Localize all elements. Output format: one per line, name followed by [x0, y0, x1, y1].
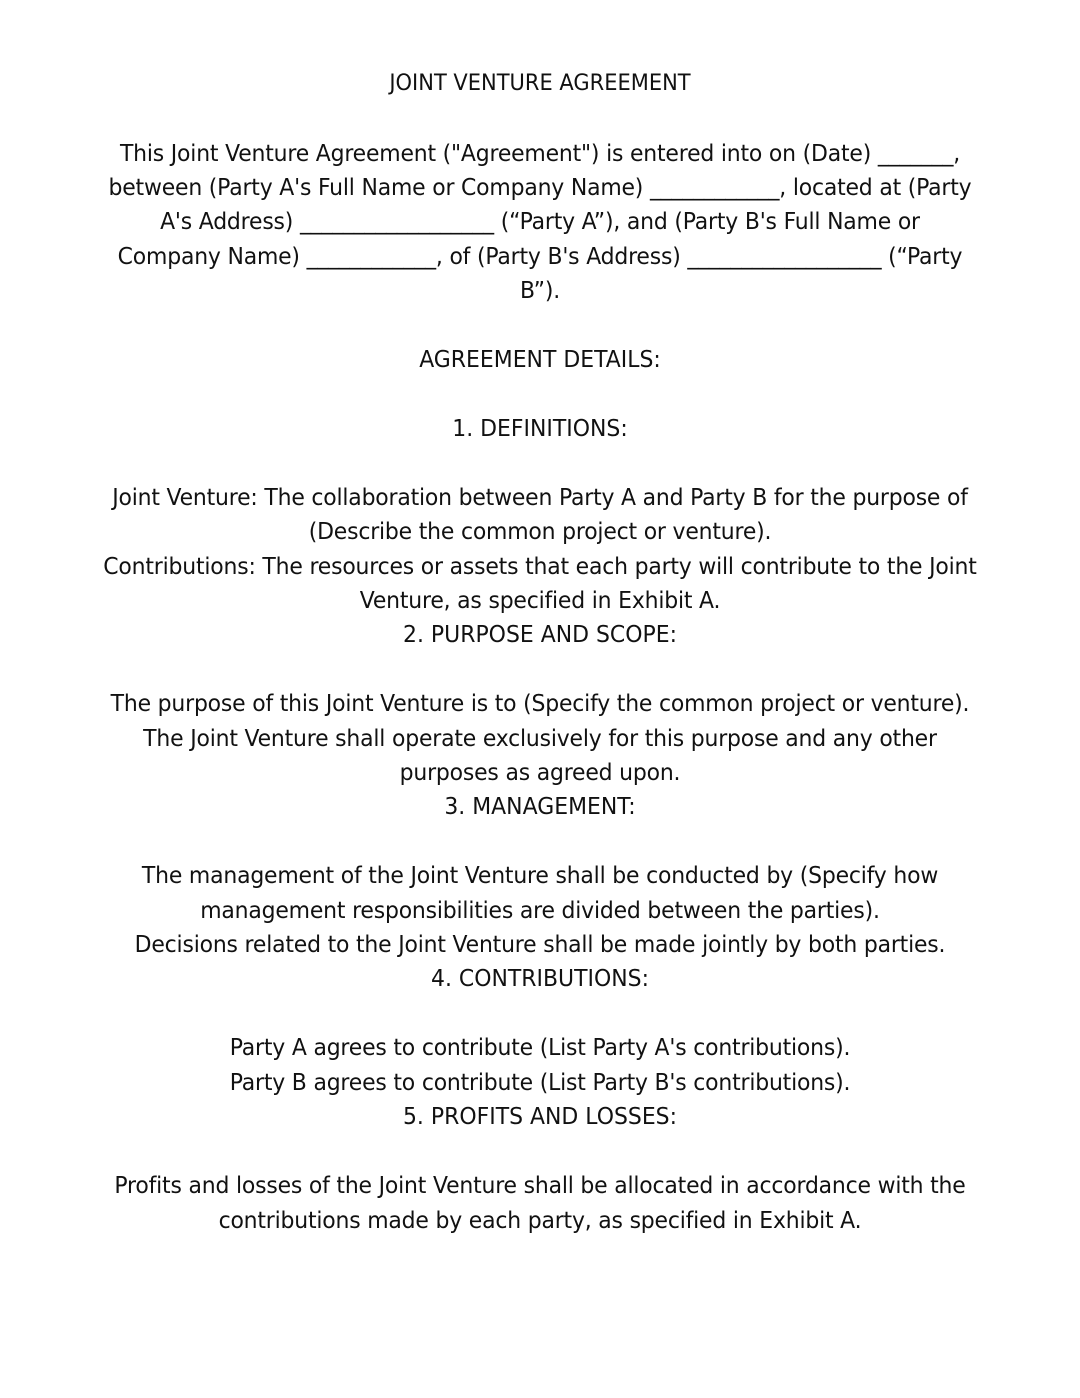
management-line-3: Decisions related to the Joint Venture shall be made jointly by both parties. — [134, 932, 946, 958]
section-heading-profits: 5. PROFITS AND LOSSES: — [402, 1104, 678, 1130]
purpose-line-3: purposes as agreed upon. — [399, 760, 681, 786]
section-heading-purpose: 2. PURPOSE AND SCOPE: — [403, 622, 677, 648]
purpose-line-2: The Joint Venture shall operate exclusively for this purpose and any other — [143, 726, 937, 752]
intro-line-5: B”). — [520, 278, 560, 304]
definitions-line-2: (Describe the common project or venture). — [308, 519, 772, 545]
section-heading-contributions: 4. CONTRIBUTIONS: — [431, 966, 649, 992]
definitions-line-3: Contributions: The resources or assets that each party will contribute to the Joint — [103, 554, 977, 580]
intro-line-1: This Joint Venture Agreement ("Agreement") is entered into on (Date) _______, — [119, 141, 961, 167]
section-heading-definitions: 1. DEFINITIONS: — [452, 416, 628, 442]
intro-line-3: A's Address) __________________ (“Party A”), and (Party B's Full Name or — [160, 209, 920, 235]
profits-line-2: contributions made by each party, as specified in Exhibit A. — [218, 1208, 862, 1234]
section-heading-management: 3. MANAGEMENT: — [444, 794, 636, 820]
contributions-line-1: Party A agrees to contribute (List Party A's contributions). — [229, 1035, 851, 1061]
management-line-2: management responsibilities are divided between the parties). — [200, 898, 880, 924]
contributions-line-2: Party B agrees to contribute (List Party B's contributions). — [229, 1070, 851, 1096]
definitions-line-1: Joint Venture: The collaboration between Party A and Party B for the purpose of — [112, 485, 968, 511]
profits-line-1: Profits and losses of the Joint Venture shall be allocated in accordance with the — [114, 1173, 966, 1199]
intro-line-2: between (Party A's Full Name or Company Name) ____________, located at (Party — [108, 175, 972, 201]
intro-line-4: Company Name) ____________, of (Party B's Address) __________________ (“Party — [117, 244, 963, 270]
document-title: JOINT VENTURE AGREEMENT — [389, 71, 691, 96]
management-line-1: The management of the Joint Venture shall be conducted by (Specify how — [141, 863, 939, 889]
agreement-details-heading: AGREEMENT DETAILS: — [419, 347, 661, 373]
purpose-line-1: The purpose of this Joint Venture is to (Specify the common project or venture). — [110, 691, 970, 717]
definitions-line-4: Venture, as specified in Exhibit A. — [359, 588, 721, 614]
